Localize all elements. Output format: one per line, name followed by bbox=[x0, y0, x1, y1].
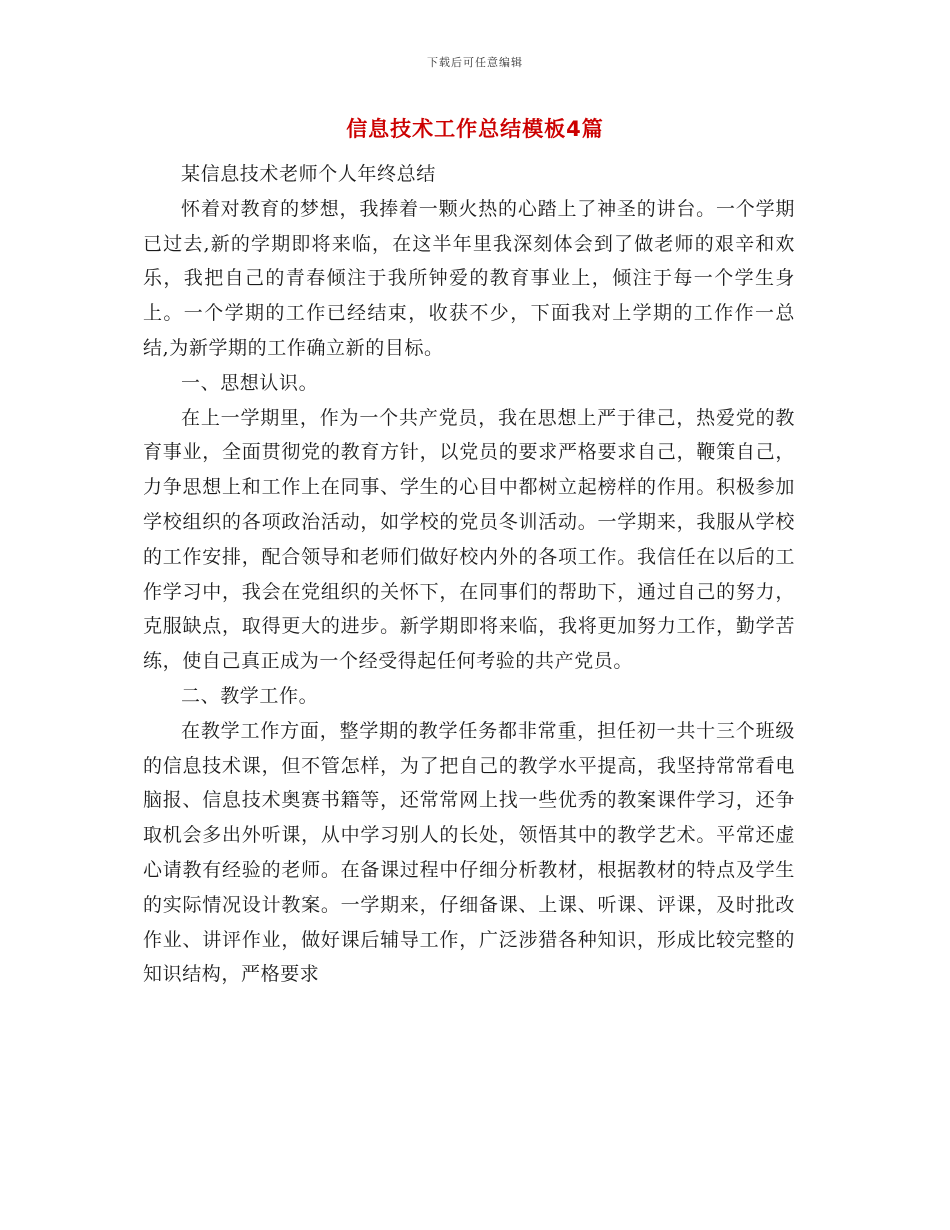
paragraph-subtitle: 某信息技术老师个人年终总结 bbox=[181, 163, 436, 185]
paragraph-thought: 在上一学期里，作为一个共产党员，我在思想上严于律己，热爱党的教育事业，全面贯彻党的教育方针，以党员的要求严格要求自己，鞭策自己，力争思想上和工作上在同事、学生的心目中都树立起榜样的作用。积极参加学校组织的各项政治活动，如学校的党员冬训活动。一学期来，我服从学校的工作安排，配合领导和老师们做好校内外的各项工作。我信任在以后的工作学习中，我会在党组织的关怀下，在同事们的帮助下，通过自己的努力，克服缺点，取得更大的进步。新学期即将来临，我将更加努力工作，勤学苦练，使自己真正成为一个经受得起任何考验的共产党员。 bbox=[143, 406, 795, 673]
header-note: 下载后可任意编辑 bbox=[427, 56, 523, 69]
section-heading-teaching: 二、教学工作。 bbox=[181, 684, 319, 707]
paragraph-teaching: 在教学工作方面，整学期的教学任务都非常重，担任初一共十三个班级的信息技术课，但不管怎样，为了把自己的教学水平提高，我坚持常常看电脑报、信息技术奥赛书籍等，还常常网上找一些优秀的教案课件学习，还争取机会多出外听课，从中学习别人的长处，领悟其中的教学艺术。平常还虚心请教有经验的老师。在备课过程中仔细分析教材，根据教材的特点及学生的实际情况设计教案。一学期来，仔细备课、上课、听课、评课，及时批改作业、讲评作业，做好课后辅导工作，广泛涉猎各种知识，形成比较完整的知识结构，严格要求 bbox=[143, 719, 795, 986]
paragraph-intro: 怀着对教育的梦想，我捧着一颗火热的心踏上了神圣的讲台。一个学期已过去,新的学期即将来临，在这半年里我深刻体会到了做老师的艰辛和欢乐，我把自己的青春倾注于我所钟爱的教育事业上，倾注于每一个学生身上。一个学期的工作已经结束，收获不少，下面我对上学期的工作作一总结,为新学期的工作确立新的目标。 bbox=[143, 197, 795, 359]
document-body bbox=[143, 157, 795, 992]
section-heading-thought: 一、思想认识。 bbox=[181, 371, 319, 394]
document-title: 信息技术工作总结模板4篇 bbox=[346, 117, 604, 141]
